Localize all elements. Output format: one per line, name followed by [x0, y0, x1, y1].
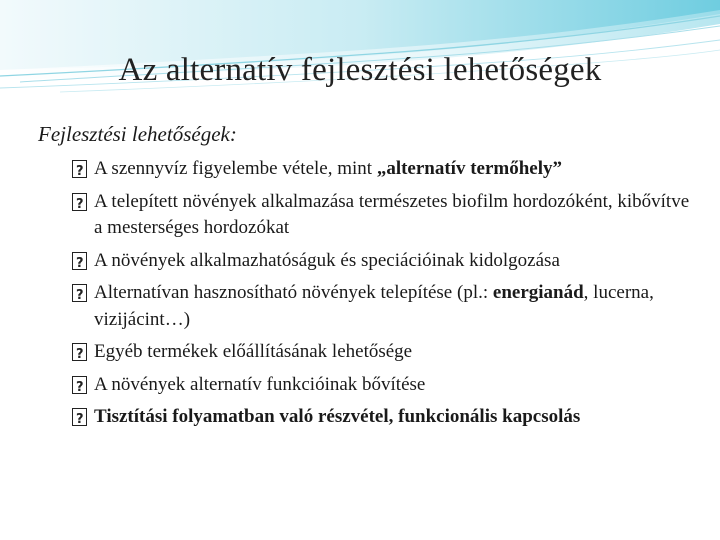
list-item [72, 372, 702, 399]
slide-title: Az alternatív fejlesztési lehetőségek [118, 52, 602, 88]
bullet-text-bold: „alternatív termőhely” [376, 158, 563, 179]
missing-glyph-box-icon [72, 193, 87, 211]
missing-glyph-box-icon [72, 408, 87, 426]
slide-subtitle: Fejlesztési lehetőségek: [38, 122, 237, 146]
list-item [72, 156, 702, 183]
bullet-text: Egyéb termékek előállításának lehetősége [94, 341, 413, 362]
missing-glyph-box-icon [72, 252, 87, 270]
list-item [72, 339, 702, 366]
bullet-text: A szennyvíz figyelembe vétele, mint [94, 158, 377, 179]
bullet-text: A növények alkalmazhatóságuk és speciációinak kidolgozása [94, 249, 560, 271]
bullet-text-bold: energianád [492, 282, 584, 303]
missing-glyph-box-icon [72, 376, 87, 394]
list-item [72, 280, 702, 333]
missing-glyph-box-icon [72, 160, 87, 178]
missing-glyph-box-icon [72, 343, 87, 361]
bullet-text: Alternatívan hasznosítható növények telepítése (pl.: [94, 282, 493, 303]
missing-glyph-box-icon [72, 284, 87, 302]
list-item [72, 404, 702, 431]
list-item [72, 189, 702, 242]
bullet-text: A növények alternatív funkcióinak bővítése [94, 373, 426, 395]
bullet-text: A telepített növények alkalmazása természetes biofilm hordozóként, kibővítve a mesterséges hordozókat [94, 190, 690, 238]
bullet-text: , lucerna, vizijácint…) [94, 282, 654, 330]
list-item [72, 248, 702, 275]
bullet-text-bold: Tisztítási folyamatban való részvétel, funkcionális kapcsolás [94, 406, 581, 427]
bullet-list [72, 156, 702, 437]
